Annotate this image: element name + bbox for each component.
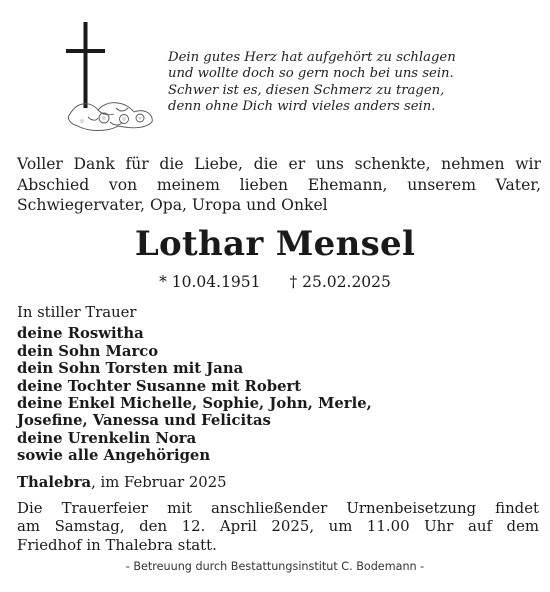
poem-line: und wollte doch so gern noch bei uns sein.: [168, 66, 454, 82]
intro-line: Schwiegervater, Opa, Uropa und Onkel: [17, 196, 328, 214]
intro-line: Abschied von meinem lieben Ehemann, unserem Vater,: [17, 175, 541, 194]
intro-text: [17, 154, 541, 216]
poem-line: Schwer ist es, diesen Schmerz zu tragen,: [168, 82, 445, 98]
funeral-info: [17, 499, 539, 554]
mourner: Josefine, Vanessa und Felicitas: [17, 412, 271, 430]
funeral-line: am Samstag, den 12. April 2025, um 11.00 Uhr auf dem: [17, 517, 539, 536]
mourner: deine Tochter Susanne mit Robert: [17, 377, 302, 395]
place-name: Thalebra: [17, 474, 92, 491]
mourning-lead: In stiller Trauer: [17, 304, 137, 321]
mourner: dein Sohn Torsten mit Jana: [17, 360, 244, 378]
poem: [168, 50, 538, 116]
funeral-line: Friedhof in Thalebra statt.: [17, 535, 217, 554]
funeral-home-credit: - Betreuung durch Bestattungsinstitut C. Bodemann -: [125, 560, 425, 573]
mourner: dein Sohn Marco: [17, 342, 159, 360]
date-text: , im Februar 2025: [91, 474, 227, 491]
funeral-line: Die Trauerfeier mit anschließender Urnenbeisetzung findet: [17, 499, 539, 517]
mourners-list: [17, 304, 537, 465]
poem-line: denn ohne Dich wird vieles anders sein.: [168, 99, 436, 115]
life-dates: [0, 273, 550, 291]
birth-date: * 10.04.1951: [159, 273, 261, 291]
mourner: deine Enkel Michelle, Sophie, John, Merle,: [17, 395, 372, 413]
intro-line: Voller Dank für die Liebe, die er uns schenkte, nehmen wir: [17, 155, 541, 173]
mourner: sowie alle Angehörigen: [17, 447, 211, 465]
place-and-date: [17, 474, 537, 491]
poem-line: Dein gutes Herz hat aufgehört zu schlagen: [168, 50, 456, 65]
death-date: † 25.02.2025: [289, 273, 391, 291]
mourner: deine Urenkelin Nora: [17, 429, 197, 447]
deceased-name: Lothar Mensel: [134, 224, 416, 264]
cross-with-roses-icon: [58, 22, 162, 134]
mourner: deine Roswitha: [17, 325, 144, 343]
